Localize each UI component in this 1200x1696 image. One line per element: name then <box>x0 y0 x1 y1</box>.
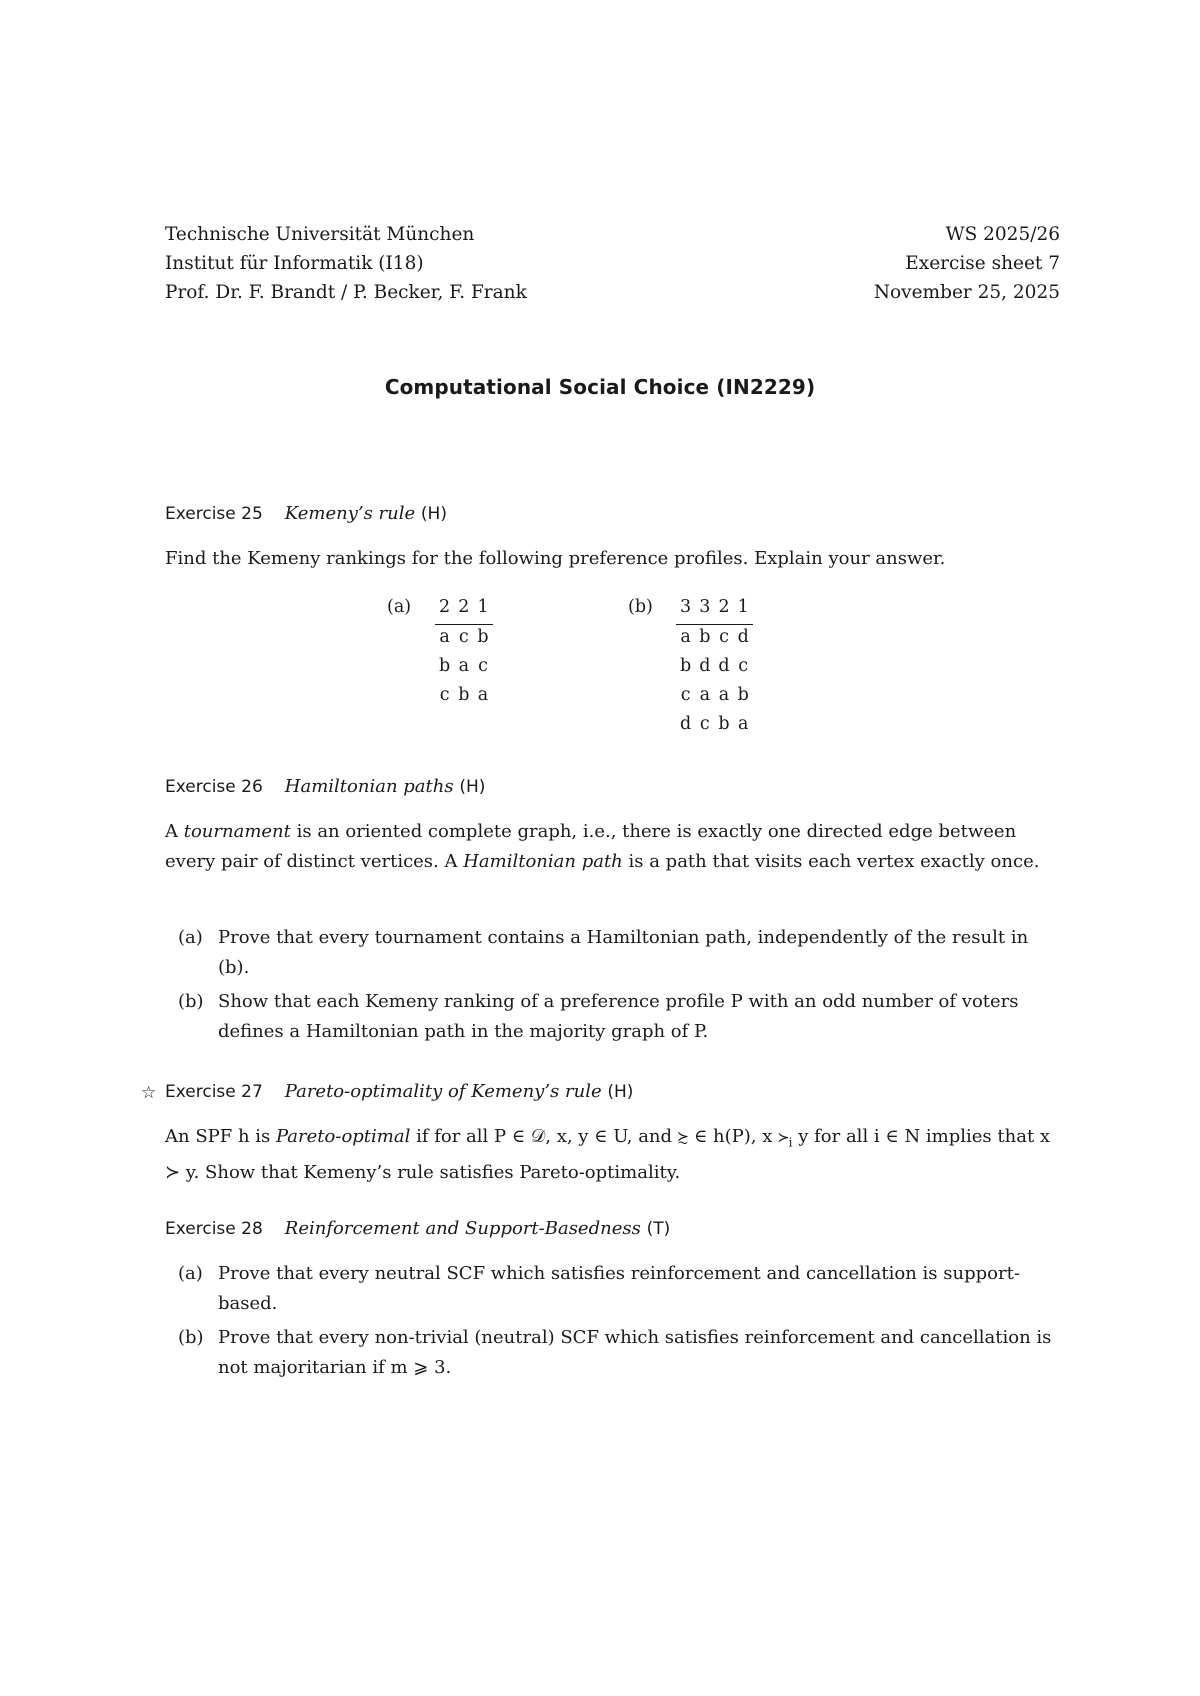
item-label: (b) <box>178 991 204 1012</box>
exercise-number: Exercise 27 <box>165 1082 263 1102</box>
item-label: (a) <box>178 927 203 948</box>
exercise-28-items <box>178 1259 1060 1387</box>
subscript: i <box>788 1135 793 1150</box>
list-item <box>178 987 1060 1047</box>
ranking-cell: b <box>680 656 692 676</box>
ranking-cell: b <box>718 714 730 734</box>
ranking-cell: d <box>699 656 711 676</box>
ranking-cell: d <box>737 627 749 647</box>
text-run: y for all i ∈ N implies that x ≻ y. Show that Kemeny’s rule satisfies Pareto-optimality. <box>165 1126 1051 1183</box>
header-left <box>165 220 527 307</box>
ranking-cell: c <box>738 656 749 676</box>
item-text: Prove that every neutral SCF which satisfies reinforcement and cancellation is support-based. <box>218 1263 1020 1314</box>
profile-table <box>676 597 753 743</box>
ranking-cell: c <box>458 627 469 647</box>
profile-table <box>435 597 493 714</box>
ranking-cell: d <box>680 714 692 734</box>
exercise-tag: (T) <box>646 1219 671 1239</box>
profile-label: (a) <box>387 597 412 617</box>
sheet-date: November 25, 2025 <box>873 282 1060 303</box>
instructors: Prof. Dr. F. Brandt / P. Becker, F. Frank <box>165 282 527 303</box>
course-title: Computational Social Choice (IN2229) <box>384 375 816 399</box>
exercise-28-heading <box>165 1218 670 1239</box>
ranking-cell: b <box>439 656 451 676</box>
voter-count: 3 <box>695 597 714 625</box>
ranking-cell: b <box>737 685 749 705</box>
exercise-number: Exercise 25 <box>165 504 263 524</box>
exercise-27-heading <box>165 1081 633 1102</box>
term-hamiltonian-path: Hamiltonian path <box>463 851 623 872</box>
institute-name: Institut für Informatik (I18) <box>165 253 424 274</box>
ranking-cell: a <box>718 685 730 705</box>
text-run: is an oriented complete graph, i.e., there is exactly one directed edge between every pair of distinct vertices. A <box>165 821 1017 872</box>
exercise-27-text <box>165 1122 1060 1188</box>
exercise-number: Exercise 28 <box>165 1219 263 1239</box>
exercise-tag: (H) <box>607 1082 634 1102</box>
voter-count: 3 <box>676 597 695 625</box>
exercise-25-text: Find the Kemeny rankings for the following preference profiles. Explain your answer. <box>165 548 946 569</box>
ranking-cell: d <box>718 656 730 676</box>
ranking-cell: c <box>680 685 691 705</box>
exercise-26-items <box>178 923 1060 1051</box>
ranking-cell: a <box>737 714 749 734</box>
exercise-tag: (H) <box>420 504 447 524</box>
exercise-26-text <box>165 817 1060 877</box>
voter-count: 1 <box>734 597 753 625</box>
exercise-25-heading <box>165 503 447 524</box>
item-text: Prove that every tournament contains a Hamiltonian path, independently of the result in (b). <box>218 927 1029 978</box>
exercise-name: Reinforcement and Support-Basedness <box>284 1218 641 1239</box>
list-item <box>178 1259 1060 1319</box>
voter-count: 2 <box>435 597 454 625</box>
item-text: Show that each Kemeny ranking of a preference profile P with an odd number of voters defines a Hamiltonian path in the majority graph of P. <box>218 991 1019 1042</box>
list-item <box>178 1323 1060 1383</box>
ranking-cell: b <box>699 627 711 647</box>
ranking-cell: a <box>680 627 691 647</box>
header-right <box>874 220 1060 307</box>
item-label: (b) <box>178 1327 204 1348</box>
exercise-name: Pareto-optimality of Kemeny’s rule <box>284 1081 602 1102</box>
semester: WS 2025/26 <box>945 224 1060 245</box>
voter-count: 2 <box>714 597 733 625</box>
voter-count: 1 <box>473 597 492 625</box>
ranking-cell: a <box>477 685 489 705</box>
ranking-cell: c <box>439 685 450 705</box>
list-item <box>178 923 1060 983</box>
text-run: if for all P ∈ 𝒟, x, y ∈ U, and ≿ ∈ h(P), x ≻ <box>410 1126 789 1147</box>
exercise-26-heading <box>165 776 485 797</box>
term-pareto-optimal: Pareto-optimal <box>276 1126 411 1147</box>
item-text: Prove that every non-trivial (neutral) SCF which satisfies reinforcement and cancellation is not majoritarian if m ⩾ 3. <box>218 1327 1052 1378</box>
exercise-number: Exercise 26 <box>165 777 263 797</box>
sheet-number: Exercise sheet 7 <box>905 253 1060 274</box>
term-tournament: tournament <box>183 821 291 842</box>
exercise-name: Kemeny’s rule <box>284 503 416 524</box>
text-run: is a path that visits each vertex exactly once. <box>622 851 1040 872</box>
voter-count: 2 <box>454 597 473 625</box>
ranking-cell: b <box>458 685 470 705</box>
exercise-name: Hamiltonian paths <box>284 776 454 797</box>
profile-label: (b) <box>628 597 653 617</box>
university-name: Technische Universität München <box>165 224 475 245</box>
ranking-cell: c <box>719 627 729 647</box>
ranking-cell: a <box>699 685 711 705</box>
ranking-cell: c <box>699 714 710 734</box>
text-run: An SPF h is <box>165 1126 276 1147</box>
ranking-cell: a <box>458 656 470 676</box>
item-label: (a) <box>178 1263 203 1284</box>
exercise-tag: (H) <box>459 777 486 797</box>
ranking-cell: c <box>478 656 488 676</box>
ranking-cell: a <box>439 627 450 647</box>
star-icon: ☆ <box>141 1083 157 1103</box>
ranking-cell: b <box>477 627 489 647</box>
text-run: A <box>165 821 184 842</box>
